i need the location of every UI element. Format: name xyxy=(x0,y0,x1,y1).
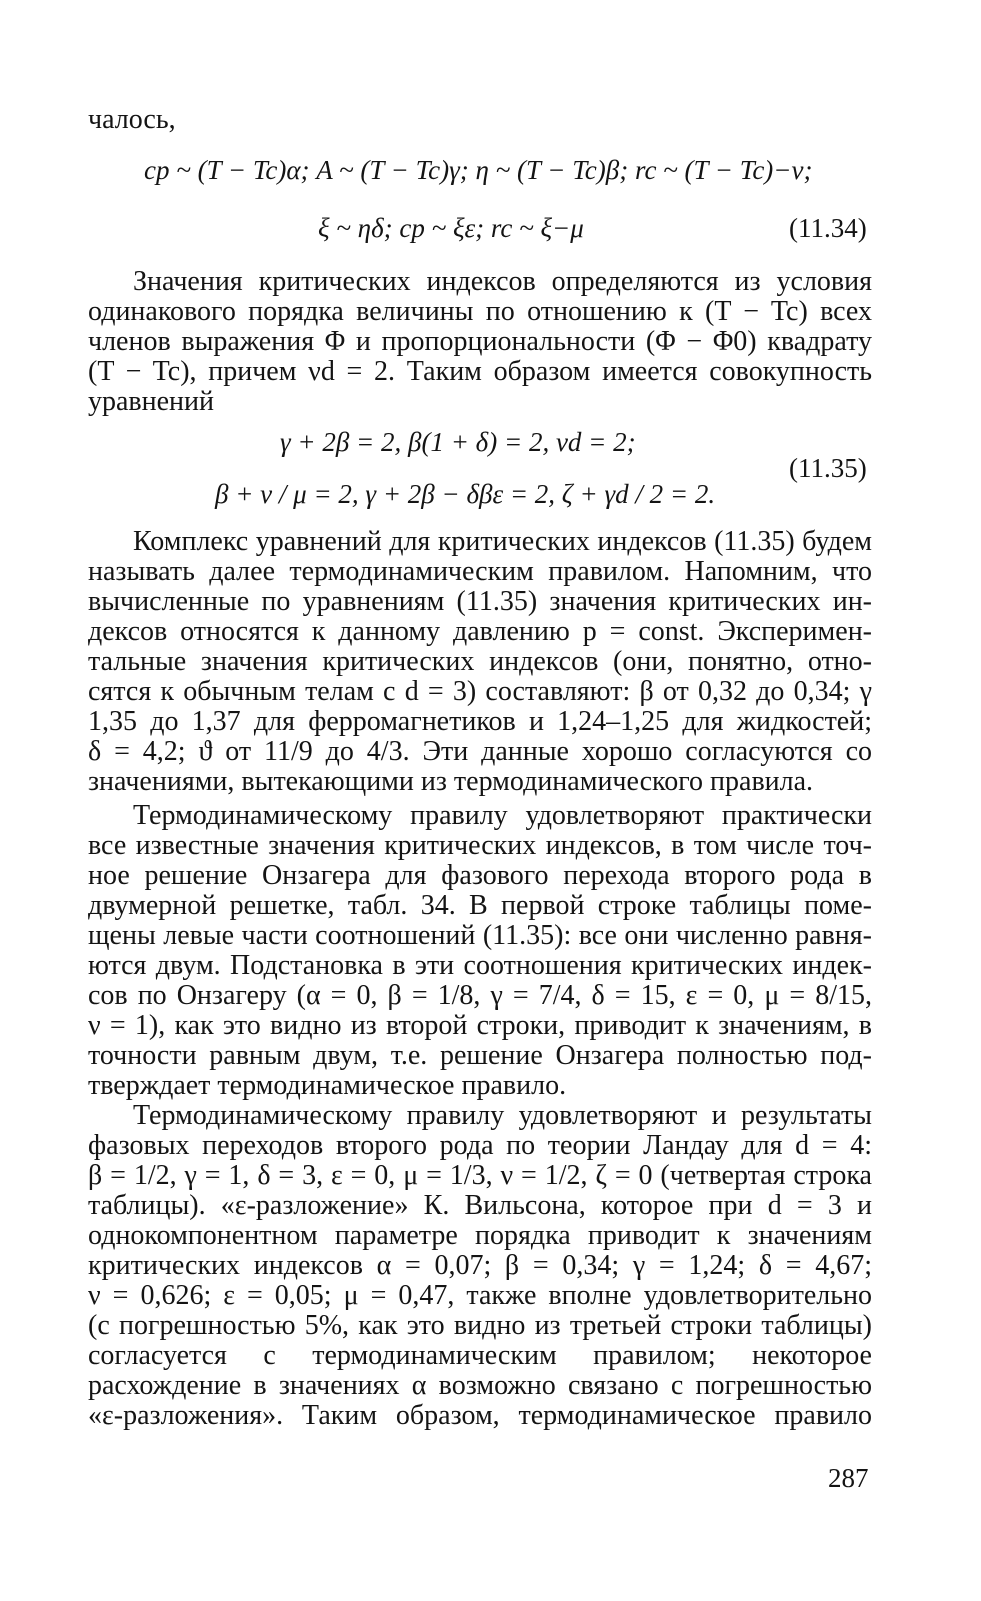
paragraph4-line: ν = 0,626; ε = 0,05; μ = 0,47, также вполне удовлетворительно xyxy=(88,1280,872,1311)
equation-11-35-row2: β + ν / μ = 2, γ + 2β − δβε = 2, ζ + γd / 2 = 2. xyxy=(215,479,716,509)
paragraph3-line: ν = 1), как это видно из второй строки, приводит к значениям, в xyxy=(88,1010,872,1041)
intro-text: чалось, xyxy=(88,104,176,135)
paragraph3-line: тверждает термодинамическое правило. xyxy=(88,1070,567,1101)
paragraph2-line: сятся к обычным телам с d = 3) составляют: β от 0,32 до 0,34; γ xyxy=(88,676,872,707)
paragraph4-line: однокомпонентном параметре порядка приводит к значениям xyxy=(88,1220,872,1251)
paragraph3-line: щены левые части соотношений (11.35): все они численно равня- xyxy=(88,920,872,951)
paragraph3-line: ются двум. Подстановка в эти соотношения критических индек- xyxy=(88,950,872,981)
paragraph4-line: критических индексов α = 0,07; β = 0,34; γ = 1,24; δ = 4,67; xyxy=(88,1250,872,1281)
paragraph2-line: Комплекс уравнений для критических индексов (11.35) будем xyxy=(133,526,872,557)
paragraph1-line: Значения критических индексов определяются из условия xyxy=(133,266,872,297)
paragraph1-line: уравнений xyxy=(88,386,215,417)
paragraph2-line: называть далее термодинамическим правилом. Напомним, что xyxy=(88,556,872,587)
equation-11-34-row1: cp ~ (T − Tc)α; A ~ (T − Tc)γ; η ~ (T − Tc)β; rc ~ (T − Tc)−ν; xyxy=(144,155,813,185)
equation-11-34-number: (11.34) xyxy=(789,213,867,243)
paragraph4-line: «ε-разложения». Таким образом, термодинамическое правило xyxy=(88,1400,872,1431)
paragraph4-line: (с погрешностью 5%, как это видно из третьей строки таблицы) xyxy=(88,1310,872,1341)
paragraph3-line: сов по Онзагеру (α = 0, β = 1/8, γ = 7/4, δ = 15, ε = 0, μ = 8/15, xyxy=(88,980,872,1011)
paragraph1-line: членов выражения Φ и пропорциональности (Φ − Φ0) квадрату xyxy=(88,326,872,357)
paragraph3-line: ное решение Онзагера для фазового перехода второго рода в xyxy=(88,860,872,891)
equation-11-35-row1: γ + 2β = 2, β(1 + δ) = 2, νd = 2; xyxy=(280,427,636,457)
paragraph2-line: 1,35 до 1,37 для ферромагнетиков и 1,24–1,25 для жидкостей; xyxy=(88,706,872,737)
paragraph1-line: (T − Tc), причем νd = 2. Таким образом имеется совокупность xyxy=(88,356,872,387)
paragraph2-line: вычисленные по уравнениям (11.35) значения критических ин- xyxy=(88,586,872,617)
equation-11-34-row2: ξ ~ ηδ; cp ~ ξε; rc ~ ξ−μ xyxy=(318,213,584,243)
paragraph4-line: таблицы). «ε-разложение» К. Вильсона, которое при d = 3 и xyxy=(88,1190,872,1221)
paragraph3-line: Термодинамическому правилу удовлетворяют практически xyxy=(133,800,872,831)
paragraph2-line: дексов относятся к данному давлению p = const. Эксперимен- xyxy=(88,616,872,647)
paragraph3-line: точности равным двум, т.е. решение Онзагера полностью под- xyxy=(88,1040,872,1071)
page-number: 287 xyxy=(828,1463,869,1493)
paragraph3-line: двумерной решетке, табл. 34. В первой строке таблицы поме- xyxy=(88,890,872,921)
paragraph4-line: фазовых переходов второго рода по теории Ландау для d = 4: xyxy=(88,1130,872,1161)
paragraph4-line: согласуется с термодинамическим правилом; некоторое xyxy=(88,1340,872,1371)
paragraph4-line: β = 1/2, γ = 1, δ = 3, ε = 0, μ = 1/3, ν = 1/2, ζ = 0 (четвертая строка xyxy=(88,1160,872,1191)
paragraph4-line: расхождение в значениях α возможно связано с погрешностью xyxy=(88,1370,872,1401)
paragraph2-line: тальные значения критических индексов (они, понятно, отно- xyxy=(88,646,872,677)
equation-11-35-number: (11.35) xyxy=(789,453,867,483)
paragraph1-line: одинакового порядка величины по отношению к (T − Tc) всех xyxy=(88,296,872,327)
paragraph3-line: все известные значения критических индексов, в том числе точ- xyxy=(88,830,872,861)
paragraph2-line: δ = 4,2; ϑ от 11/9 до 4/3. Эти данные хорошо согласуются со xyxy=(88,736,872,767)
paragraph4-line: Термодинамическому правилу удовлетворяют и результаты xyxy=(133,1100,872,1131)
paragraph2-line: значениями, вытекающими из термодинамического правила. xyxy=(88,766,814,797)
